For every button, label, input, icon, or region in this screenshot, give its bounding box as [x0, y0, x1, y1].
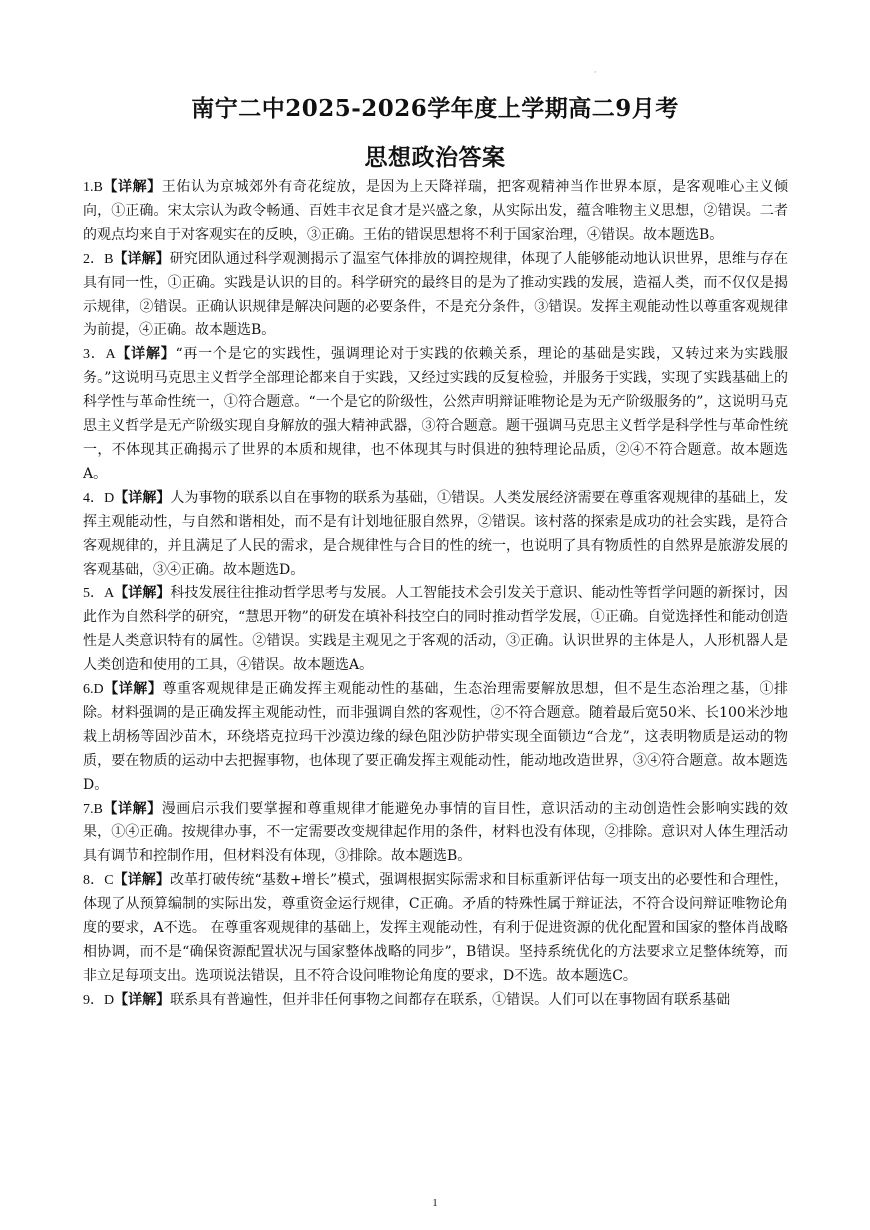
- answer-text: 研究团队通过科学观测揭示了温室气体排放的调控规律，体现了人能够能动地认识世界，思维与存在具有同一性，①正确。实践是认识的目的。科学研究的最终目的是为了推动实践的发展，造福人类，而不仅仅是揭示规律，②错误。正确认识规律是解决问题的必要条件，不是充分条件，③错误。发挥主观能动性以尊重客观规律为前提，④正确。故本题选B。: [83, 250, 789, 339]
- answer-tag: 【详解】: [114, 991, 171, 1008]
- answer-text: 联系具有普遍性，但并非任何事物之间都存在联系，①错误。人们可以在事物固有联系基础: [170, 991, 731, 1008]
- answer-number: 4．: [83, 490, 105, 506]
- answer-letter: B: [93, 801, 103, 817]
- answer-text: 人为事物的联系以自在事物的联系为基础，①错误。人类发展经济需要在尊重客观规律的基础上，发挥主观能动性，与自然和谐相处，而不是有计划地征服自然界，②错误。该村落的探索是成功的社会实践，是符合客观规律的，并且满足了人民的需求，是合规律性与合目的性的统一，也说明了具有物质性的自然界是旅游发展的客观基础，③④正确。故本题选D。: [83, 489, 789, 578]
- answer-letter: A: [104, 586, 115, 602]
- answer-letter: B: [93, 180, 103, 195]
- answer-tag: 【详解】: [102, 179, 162, 195]
- answer-tag: 【详解】: [103, 681, 163, 698]
- answer-tag: 【详解】: [113, 872, 170, 889]
- answer-text: 科技发展往往推动哲学思考与发展。人工智能技术会引发关于意识、能动性等哲学问题的新探讨，因此作为自然科学的研究，“慧思开物”的研发在填补科技空白的同时推动哲学发展，①正确。自觉选择性和能动创造性是人类意识特有的属性。②错误。实践是主观见之于客观的活动，③正确。认识世界的主体是人，人形机器人是人类创造和使用的工具，④错误。故本题选A。: [83, 585, 789, 674]
- document-title: 南宁二中2025-2026学年度上学期高二9月考: [191, 95, 679, 122]
- answer-text: 尊重客观规律是正确发挥主观能动性的基础，生态治理需要解放思想，但不是生态治理之基，①排除。材料强调的是正确发挥主观能动性，而非强调自然的客观性，②不符合题意。随着最后宽50米、长100米沙地栽上胡杨等固沙苗木，环绕塔克拉玛干沙漠边缘的绿色阻沙防护带实现全面锁边“合龙”，这表明物质是运动的物质，要在物质的运动中去把握事物，也体现了要正确发挥主观能动性，能动地改造世界，③④符合题意。故本题选D。: [83, 681, 789, 793]
- answer-letter: D: [104, 992, 115, 1008]
- answer-number: 1.: [83, 180, 94, 195]
- answer-tag: 【详解】: [102, 800, 162, 817]
- answer-number: 8．: [83, 873, 105, 889]
- answer-item: [83, 989, 788, 1013]
- scan-mark: ·: [594, 68, 597, 77]
- document-subtitle: 思想政治答案: [364, 144, 506, 171]
- answer-item: [83, 487, 788, 583]
- answer-letter: D: [93, 682, 104, 698]
- answer-number: 6.: [83, 682, 94, 698]
- answer-tag: 【详解】: [115, 346, 176, 363]
- answer-letter: C: [104, 873, 114, 889]
- answer-text: 漫画启示我们要掌握和尊重规律才能避免办事情的盲目性，意识活动的主动创造性会影响实践的效果，①④正确。按规律办事，不一定需要改变规律起作用的条件，材料也没有体现，②排除。意识对人体生理活动具有调节和控制作用，但材料没有体现，③排除。故本题选B。: [83, 800, 788, 865]
- answer-text: “再一个是它的实践性，强调理论对于实践的依赖关系，理论的基础是实践，又转过来为实践服务。”这说明马克思主义哲学全部理论都来自于实践，又经过实践的反复检验，并服务于实践，实现了实践基础上的科学性与革命性统一，①符合题意。“一个是它的阶级性，公然声明辩证唯物论是为无产阶级服务的”，这说明马克思主义哲学是无产阶级实现自身解放的强大精神武器，③符合题意。题干强调马克思主义哲学是科学性与革命性统一，不体现其正确揭示了世界的本质和规律，也不体现其与时俱进的独特理论品质，②④不符合题意。故本题选A。: [83, 346, 789, 482]
- answer-item: [83, 678, 788, 798]
- answer-item: [83, 248, 788, 344]
- answer-tag: 【详解】: [114, 489, 171, 506]
- answer-text: 王佑认为京城郊外有奇花绽放，是因为上天降祥瑞，把客观精神当作世界本原，是客观唯心主义倾向，①正确。宋太宗认为政令畅通、百姓丰衣足食才是兴盛之象，从实际出发，蕴含唯物主义思想，②错误。二者的观点均来自于对客观实在的反映，③正确。王佑的错误思想将不利于国家治理，④错误。故本题选B。: [83, 179, 788, 243]
- answer-item: [83, 176, 788, 248]
- answer-list: [83, 176, 788, 1013]
- answer-item: [83, 582, 788, 678]
- answer-letter: B: [104, 251, 114, 267]
- answer-number: 3．: [83, 347, 106, 363]
- answer-item: [83, 798, 788, 870]
- answer-number: 5．: [83, 586, 105, 602]
- answer-letter: A: [105, 347, 116, 363]
- answer-item: [83, 343, 788, 486]
- answer-number: 7.: [83, 801, 94, 817]
- answer-number: 9．: [83, 992, 104, 1008]
- answer-letter: D: [104, 490, 115, 506]
- answer-text: 改革打破传统“基数+增长”模式，强调根据实际需求和目标重新评估每一项支出的必要性和合理性，体现了从预算编制的实际出发，尊重资金运行规律，C正确。矛盾的特殊性属于辩证法，不符合设问辩证唯物论角度的要求，A不选。 在尊重客观规律的基础上，发挥主观能动性，有利于促进资源的优化配置和国家的整体肖战略相协调，而不是“确保资源配置状况与国家整体战略的同步”，B错误。坚持系统优化的方法要求立足整体统筹，而非立足每项支出。选项说法错误，且不符合设问唯物论角度的要求，D不选。故本题选C。: [83, 872, 789, 984]
- page-number: 1: [432, 1197, 438, 1209]
- answer-tag: 【详解】: [114, 585, 171, 602]
- answer-item: [83, 869, 788, 989]
- answer-tag: 【详解】: [113, 250, 170, 267]
- answer-number: 2．: [83, 251, 105, 267]
